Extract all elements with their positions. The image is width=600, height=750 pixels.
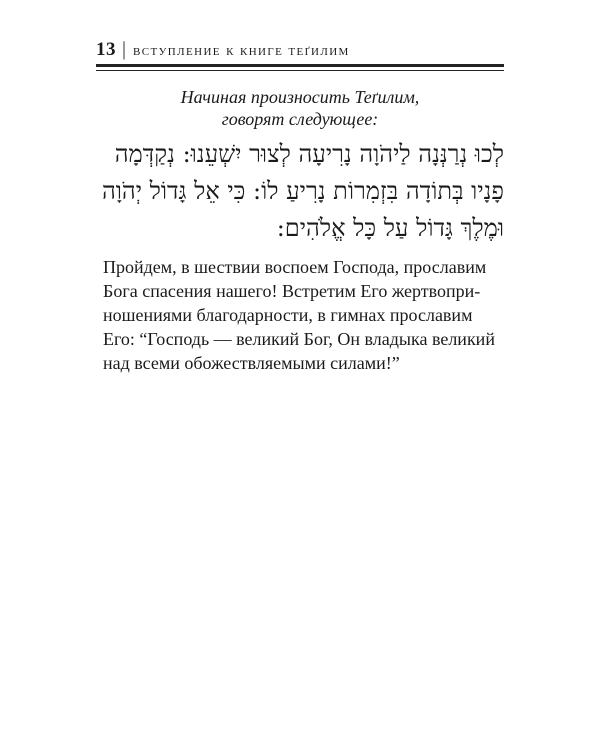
intro-text	[96, 86, 504, 130]
translation-line-5: над всеми обожествляемыми силами!”	[103, 353, 400, 373]
hebrew-line-3: וּמֶלֶךְ גָּדוֹל עַל כָּל אֱלֹהִים:	[276, 214, 504, 242]
header-rule-thin	[96, 70, 504, 71]
translation-line-2: Бога спасения нашего! Встретим Его жертвопри-	[103, 281, 481, 301]
russian-translation	[103, 255, 508, 375]
translation-line-1: Пройдем, в шествии воспоем Господа, прославим	[103, 257, 487, 277]
header-separator: |	[122, 38, 127, 60]
page-header	[96, 38, 504, 62]
page-number: 13	[96, 39, 116, 60]
intro-line-1: Начиная произносить Теґилим,	[180, 87, 420, 107]
translation-line-3: ношениями благодарности, в гимнах прославим	[103, 305, 473, 325]
header-rule-thick	[96, 64, 504, 67]
translation-line-4: Его: “Господь — великий Бог, Он владыка великий	[103, 329, 495, 349]
intro-line-2: говорят следующее:	[221, 109, 379, 129]
hebrew-line-1: לְכוּ נְרַנְּנָה לַיהֹוָה נָרִיעָה לְצוּר יִשְׁעֵנוּ: נְקַדְּמָה	[114, 140, 504, 168]
running-title: вступление к книге теґилим	[133, 43, 350, 59]
hebrew-line-2: פָנָיו בְּתוֹדָה בִּזְמִרוֹת נָרִיעַ לוֹ: כִּי אֵל גָּדוֹל יְהֹוָה	[101, 177, 504, 205]
hebrew-verse	[96, 136, 504, 247]
